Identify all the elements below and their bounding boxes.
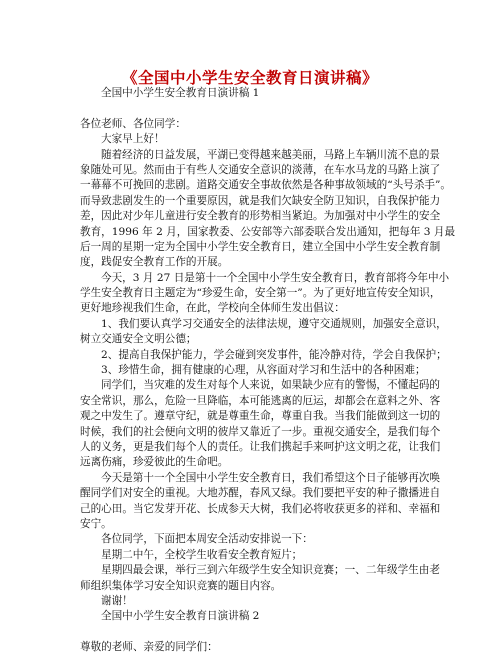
paragraph-line: 远离伤痛，珍爱彼此的生命吧。	[80, 456, 229, 469]
proposal-item: 1、我们要认真学习交通安全的法律法规，遵守交通规则，加强安全意识，	[101, 317, 447, 330]
body-text-block	[80, 86, 456, 655]
schedule-item: 师组织集体学习安全知识竞赛的题目内容。	[80, 579, 282, 592]
paragraph-line: 教育，1996 年 2 月，国家教委、公安部等六部委联合发出通知，把每年 3 月最	[80, 225, 456, 238]
paragraph-line: 今天，3 月 27 日是第十一个全国中小学生安全教育日，教育部将今年中小	[101, 271, 450, 284]
paragraph-line: 学生安全教育日主题定为“珍爱生命，安全第一”。为了更好地宣传安全知识，	[80, 287, 441, 300]
paragraph-line: 己的心田。当它发芽开花、长成参天大树，我们必将收获更多的祥和、幸福和	[80, 502, 441, 515]
paragraph-line: 各位同学，下面把本周安全活动安排说一下：	[101, 533, 313, 546]
paragraph-line: 同学们，当灾难的发生对每个人来说，如果缺少应有的警惕，不懂起码的	[101, 379, 440, 392]
paragraph-line: 一幕幕不可挽回的悲剧。道路交通安全事故依然是各种事故领域的“头号杀手”。	[80, 179, 452, 192]
paragraph-line: 差，因此对少年儿童进行安全教育的形势相当紧迫。为加强对中小学生的安全	[80, 210, 441, 223]
schedule-item: 星期二中午，全校学生收看安全教育短片；	[101, 548, 303, 561]
blank-line	[80, 101, 420, 116]
document-title: 《全国中小学生安全教育日演讲稿》	[121, 68, 378, 87]
paragraph-line: 观之中发生了。遵章守纪，就是尊重生命，尊重自我。当我们能做到这一切的	[80, 410, 441, 423]
salutation: 尊敬的老师、亲爱的同学们：	[80, 641, 218, 654]
proposal-item: 树立交通安全文明公德；	[80, 333, 197, 346]
paragraph-line: 时候，我们的社会便向文明的彼岸又靠近了一步。重视交通安全，是我们每个	[80, 425, 441, 438]
closing-thanks: 谢谢！	[101, 594, 133, 607]
greeting: 大家早上好！	[101, 133, 165, 146]
proposal-item: 2、提高自我保护能力，学会碰到突发事件，能冷静对待，学会自我保护；	[101, 348, 447, 361]
paragraph-line: 更好地珍视我们生命，在此，学校向全体师生发出倡议：	[80, 302, 345, 315]
paragraph-line: 安宁。	[80, 517, 112, 530]
paragraph-line: 人的义务，更是我们每个人的责任。让我们携起手来呵护这文明之花，让我们	[80, 440, 441, 453]
paragraph-line: 后一周的星期一定为全国中小学生安全教育日，建立全国中小学生安全教育制	[80, 240, 441, 253]
speech-heading-1: 全国中小学生安全教育日演讲稿 1	[101, 87, 260, 99]
schedule-item: 星期四最会课，举行三到六年级学生安全知识竞赛；一、二年级学生由老	[101, 564, 440, 577]
paragraph-line: 醒同学们对安全的重视。大地苏醒，春风又绿。我们要把平安的种子撒播进自	[80, 487, 441, 500]
paragraph-line: 而导致悲剧发生的一个重要原因，就是我们欠缺安全防卫知识，自我保护能力	[80, 194, 441, 207]
paragraph-line: 随着经济的日益发展，平湖已变得越来越美丽，马路上车辆川流不息的景	[101, 148, 440, 161]
paragraph-line: 象随处可见。然而由于有些人交通安全意识的淡薄，在车水马龙的马路上演了	[80, 163, 441, 176]
salutation: 各位老师、各位同学：	[80, 117, 186, 130]
paragraph-line: 安全常识，那么，危险一旦降临，本可能逃离的厄运，却都会在意料之外、客	[80, 394, 441, 407]
blank-line	[80, 625, 420, 640]
proposal-item: 3、珍惜生命，拥有健康的心理，从容面对学习和生活中的各种困难；	[101, 364, 426, 377]
speech-heading-2: 全国中小学生安全教育日演讲稿 2	[101, 610, 260, 623]
paragraph-line: 今天是第十一个全国中小学生安全教育日，我们希望这个日子能够再次唤	[101, 471, 440, 484]
paragraph-line: 度，践促安全教育工作的开展。	[80, 256, 229, 269]
